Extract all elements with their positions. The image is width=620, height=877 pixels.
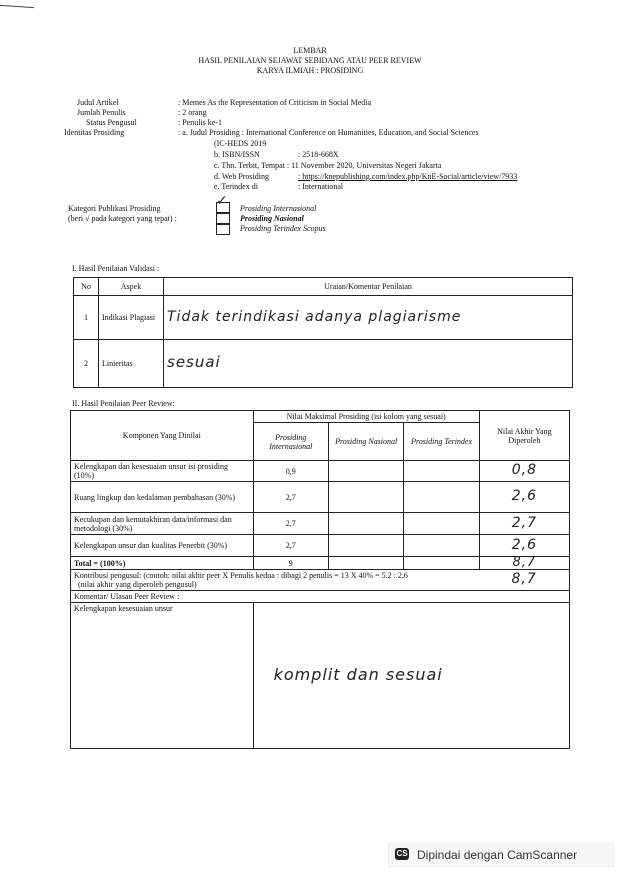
terbit: c. Thn. Terbit, Tempat : 11 November 2020, Universitas Negeri Jakarta bbox=[214, 161, 442, 170]
opt-scopus: Prosiding Terindex Scopus bbox=[240, 224, 326, 233]
web-label: d. Web Prosiding bbox=[214, 172, 269, 181]
row-aspek: Linieritas bbox=[99, 340, 164, 388]
table-row bbox=[74, 296, 573, 340]
web-value[interactable]: : https://knepublishing.com/index.php/KnE-Social/article/view/7933 bbox=[298, 172, 518, 181]
komentar-label: Komentar/ Ulasan Peer Review : bbox=[71, 591, 570, 603]
komentar-row bbox=[71, 603, 570, 749]
header-line3: KARYA ILMIAH : PROSIDING bbox=[256, 66, 364, 75]
handwritten-komentar: Tidak terindikasi adanya plagiarisme bbox=[167, 308, 462, 325]
jumlah-label: Jumlah Penulis bbox=[77, 108, 126, 117]
col-aspek: Aspek bbox=[99, 278, 164, 296]
komponen: Kelengkapan dan kesesuaian unsur isi prosiding (10%) bbox=[71, 461, 254, 482]
terindex-value: : International bbox=[298, 182, 344, 191]
nilai-max: 2,7 bbox=[253, 513, 328, 535]
col-int: Prosiding Internasional bbox=[269, 432, 313, 451]
col-ter: Prosiding Terindex bbox=[411, 437, 473, 446]
camscanner-watermark bbox=[388, 843, 614, 867]
nilai-akhir: 0,8 bbox=[511, 462, 537, 478]
table-row bbox=[71, 535, 570, 557]
handwritten-komentar: sesuai bbox=[167, 353, 221, 371]
kontribusi-value: 8,7 bbox=[511, 571, 537, 587]
nilai-akhir: 2,6 bbox=[511, 536, 537, 553]
nilai-akhir: 2,7 bbox=[511, 514, 537, 531]
check-mark-icon: ✓ bbox=[216, 193, 229, 209]
nilai-max: 2,7 bbox=[253, 482, 328, 513]
col-nas: Prosiding Nasional bbox=[335, 437, 398, 446]
total-max: 9 bbox=[253, 557, 328, 570]
row-no: 2 bbox=[74, 340, 99, 388]
kontribusi-row bbox=[71, 570, 570, 591]
camscanner-logo-icon: CS bbox=[396, 849, 408, 858]
nilai-max: 0,9 bbox=[253, 461, 328, 482]
isbn-value: : 2518-668X bbox=[298, 150, 339, 159]
opt-nasional: Prosiding Nasional bbox=[240, 214, 304, 223]
kontribusi-note: (nilai akhir yang diperoleh pengusul) bbox=[78, 580, 197, 589]
terindex-label: e. Terindex di bbox=[214, 182, 258, 191]
kategori-label: Kategori Publikasi Prosiding bbox=[68, 204, 161, 213]
header-line1: LEMBAR bbox=[293, 46, 327, 55]
komponen: Ruang lingkup dan kedalaman pembahasan (30%) bbox=[71, 482, 254, 513]
col-komponen: Komponen Yang Dinilai bbox=[71, 411, 254, 461]
row-aspek: Indikasi Plagiasi bbox=[99, 296, 164, 340]
judul-label: Judul Artikel bbox=[77, 98, 119, 107]
row-no: 1 bbox=[74, 296, 99, 340]
table-row bbox=[71, 513, 570, 535]
opt-internasional: Prosiding Internasional bbox=[240, 204, 317, 213]
row-komentar bbox=[164, 296, 573, 340]
table-row bbox=[74, 340, 573, 388]
table-row bbox=[71, 482, 570, 513]
checkbox-scopus[interactable] bbox=[216, 224, 230, 235]
identitas-label: Identitas Prosiding bbox=[64, 128, 125, 137]
validasi-table bbox=[73, 277, 573, 388]
total-label: Total = (100%) bbox=[71, 557, 254, 570]
col-uraian: Uraian/Komentar Penilaian bbox=[164, 278, 573, 296]
kategori-hint: (beri √ pada kategori yang tepat) : bbox=[68, 214, 177, 223]
nilai-akhir: 2,6 bbox=[511, 488, 537, 504]
komentar-value: komplit dan sesuai bbox=[273, 664, 443, 684]
table-row bbox=[71, 461, 570, 482]
isbn-label: b. ISBN/ISSN bbox=[214, 150, 260, 159]
col-nilai-max: Nilai Maksimal Prosiding (isi kolom yang sesuai) bbox=[253, 411, 479, 423]
identitas-a2: (IC-HEDS 2019 bbox=[214, 139, 267, 148]
nilai-max: 2,7 bbox=[253, 535, 328, 557]
col-no: No bbox=[74, 278, 99, 296]
status-value: : Penulis ke-1 bbox=[178, 118, 222, 127]
pen-stroke bbox=[0, 5, 34, 8]
peer-review-table bbox=[70, 410, 570, 749]
komponen: Kelengkapan unsur dan kualitas Penerbit (30%) bbox=[71, 535, 254, 557]
section2-title: II. Hasil Penilaian Peer Review: bbox=[72, 399, 175, 408]
kontribusi-text: Kontribusi pengusul: (contoh: nilai akhir peer X Penulis kedua : dibagi 2 penulis = 13 X 40% = 5.2 : 2.6 bbox=[74, 571, 408, 580]
judul-value: : Memes As the Representation of Criticism in Social Media bbox=[178, 98, 372, 107]
col-akhir: Nilai Akhir Yang Diperoleh bbox=[479, 411, 569, 461]
total-akhir: 8,7 bbox=[512, 555, 537, 570]
komponen: Kecukupan dan kemutakhiran data/informasi dan metodologi (30%) bbox=[71, 513, 254, 535]
identitas-a: : a. Judul Prosiding : International Conference on Humanities, Education, and Social Sciences bbox=[178, 128, 479, 137]
jumlah-value: : 2 orang bbox=[178, 108, 207, 117]
checkbox-nasional[interactable] bbox=[216, 213, 230, 224]
status-label: Status Pengusul bbox=[86, 118, 137, 127]
row-komentar bbox=[164, 340, 573, 388]
camscanner-text: Dipindai dengan CamScanner bbox=[417, 848, 578, 862]
section1-title: I. Hasil Penilaian Validasi : bbox=[72, 264, 160, 273]
komentar-row-label: Kelengkapan kesesuaian unsur bbox=[71, 603, 254, 749]
total-row bbox=[71, 557, 570, 570]
header-line2: HASIL PENILAIAN SEJAWAT SEBIDANG ATAU PEER REVIEW bbox=[198, 56, 422, 65]
